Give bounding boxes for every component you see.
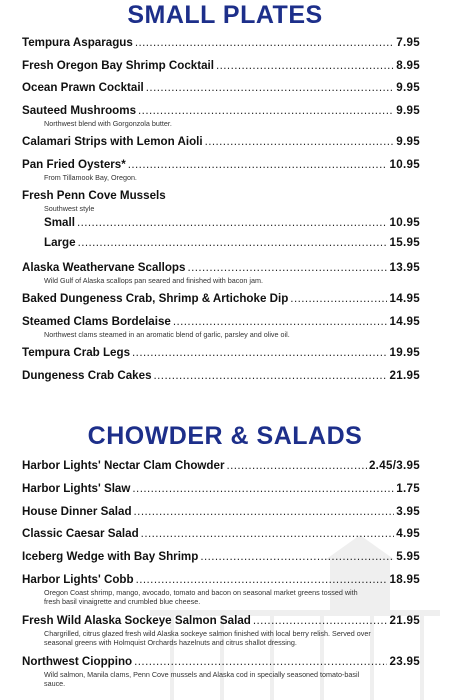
menu-item-row: [22, 80, 420, 96]
menu-item-price: 9.95: [396, 135, 420, 148]
dot-leader: [216, 58, 394, 74]
menu-item-row: [22, 345, 420, 361]
menu-item: [22, 572, 420, 606]
menu-item: [22, 481, 420, 497]
dot-leader: [78, 233, 388, 253]
menu-item: [22, 260, 420, 285]
menu-item-name: Harbor Lights' Slaw: [22, 481, 131, 495]
dot-leader: [141, 526, 395, 542]
menu-item-name: Fresh Penn Cove Mussels: [22, 189, 166, 202]
dot-leader: [173, 314, 388, 330]
size-option-row: [44, 233, 420, 253]
dot-leader: [290, 291, 387, 307]
dot-leader: [253, 613, 388, 629]
dot-leader: [226, 458, 366, 474]
menu-item-row: [22, 314, 420, 330]
menu-item-price: 18.95: [389, 572, 420, 586]
menu-item-name: Alaska Weathervane Scallops: [22, 260, 186, 274]
menu-item: [22, 526, 420, 542]
size-option-row: [44, 213, 420, 233]
menu-item-name: Baked Dungeness Crab, Shrimp & Artichoke Dip: [22, 292, 289, 305]
menu-item-name: Harbor Lights' Cobb: [22, 572, 134, 586]
menu-item: [22, 58, 420, 74]
dot-leader: [128, 157, 388, 173]
menu-item-name: Tempura Asparagus: [22, 36, 133, 49]
menu-item-price: 15.95: [389, 236, 420, 249]
menu-item: [22, 134, 420, 150]
dot-leader: [146, 80, 394, 96]
menu-item-price: 14.95: [389, 292, 420, 305]
chowder-salads-list: [22, 458, 420, 694]
menu-item-row: [22, 613, 420, 629]
menu-item-name: Classic Caesar Salad: [22, 527, 139, 541]
menu-item-price: 19.95: [389, 346, 420, 359]
dot-leader: [136, 572, 388, 588]
menu-item: [22, 157, 420, 182]
menu-item-row: [22, 103, 420, 119]
menu-item-price: 3.95: [396, 504, 420, 518]
menu-item-name: Small: [44, 216, 75, 229]
menu-item-price: 9.95: [396, 81, 420, 94]
menu-item-description: Southwest style: [44, 204, 95, 213]
dot-leader: [135, 35, 394, 51]
menu-item: [22, 613, 420, 647]
menu-item-name: Iceberg Wedge with Bay Shrimp: [22, 550, 199, 564]
menu-item-name: Dungeness Crab Cakes: [22, 368, 152, 382]
menu-item-row: [22, 260, 420, 276]
section-title-chowder-salads: CHOWDER & SALADS: [87, 422, 363, 450]
menu-item-row: [22, 368, 420, 384]
menu-item: [22, 458, 420, 474]
menu-item-row: [22, 157, 420, 173]
menu-item-row: [22, 504, 420, 520]
menu-item-name: Fresh Oregon Bay Shrimp Cocktail: [22, 58, 214, 72]
menu-item-price: 4.95: [396, 527, 420, 541]
dot-leader: [187, 260, 387, 276]
dot-leader: [77, 213, 388, 233]
menu-item: [22, 345, 420, 361]
menu-item-description: From Tillamook Bay, Oregon.: [44, 172, 137, 182]
menu-item-row: [22, 291, 420, 307]
menu-item-row: [22, 134, 420, 150]
menu-item-price: 21.95: [389, 368, 420, 382]
menu-item-row: [22, 526, 420, 542]
menu-item-price: 7.95: [396, 36, 420, 49]
menu-item-description: Wild Gulf of Alaska scallops pan seared and finished with bacon jam.: [44, 275, 263, 285]
menu-item-name: House Dinner Salad: [22, 504, 132, 518]
menu-item-price: 23.95: [389, 654, 420, 668]
menu-item-name: Tempura Crab Legs: [22, 346, 131, 359]
menu-item: [22, 654, 420, 688]
menu-item: [22, 291, 420, 307]
menu-item-row: [22, 481, 420, 497]
menu-item-name: Harbor Lights' Nectar Clam Chowder: [22, 459, 225, 472]
menu-item-description: Chargrilled, citrus glazed fresh wild Alaska sockeye salmon finished with local berry relish. Served over seasonal greens with Holmquist Orchards hazelnuts and citrus shallot dressing.: [44, 628, 371, 647]
menu-item-name: Large: [44, 236, 76, 249]
menu-item-row: [22, 458, 420, 474]
menu-item-description: Northwest blend with Gorgonzola butter.: [44, 118, 172, 128]
menu-item-description: Wild salmon, Manila clams, Penn Cove mussels and Alaska cod in specially seasoned tomato-basil sauce.: [44, 669, 360, 688]
menu-item: [22, 504, 420, 520]
dot-leader: [134, 504, 395, 520]
menu-item-row: [22, 35, 420, 51]
menu-item-row: [22, 654, 420, 670]
menu-item-name: Pan Fried Oysters*: [22, 157, 126, 171]
menu-item-price: 10.95: [389, 216, 420, 229]
menu-item: [22, 80, 420, 96]
menu-item-price: 14.95: [389, 314, 420, 328]
menu-item-price: 13.95: [389, 260, 420, 274]
menu-item-name: Sauteed Mushrooms: [22, 103, 137, 117]
dot-leader: [132, 481, 394, 497]
small-plates-list: [22, 35, 420, 390]
dot-leader: [154, 368, 388, 384]
menu-item-row: [22, 188, 420, 204]
menu-item-price: 8.95: [396, 58, 420, 72]
menu-item-name: Ocean Prawn Cocktail: [22, 81, 144, 94]
menu-item-name: Northwest Cioppino: [22, 654, 133, 668]
size-options: [44, 213, 420, 253]
menu-item: [22, 368, 420, 384]
menu-item-price: 9.95: [396, 103, 420, 117]
menu-item: [22, 549, 420, 565]
dot-leader: [134, 654, 387, 670]
menu-item-price: 21.95: [389, 613, 420, 627]
menu-item-description: Northwest clams steamed in an aromatic blend of garlic, parsley and olive oil.: [44, 329, 290, 339]
menu-item-row: [22, 549, 420, 565]
dot-leader: [205, 134, 395, 150]
menu-item-price: 2.45/3.95: [368, 459, 420, 472]
menu-item-row: [22, 572, 420, 588]
menu-item: [22, 314, 420, 339]
menu-item-price: 1.75: [396, 481, 420, 495]
menu-item: [22, 103, 420, 128]
dot-leader: [200, 549, 394, 565]
menu-item: [22, 35, 420, 51]
menu-item-description: Oregon Coast shrimp, mango, avocado, tomato and bacon on seasonal market greens tossed with fresh basil vinaigrette and crumbled blue cheese.: [44, 587, 358, 606]
menu-item-name: Fresh Wild Alaska Sockeye Salmon Salad: [22, 613, 251, 627]
menu-item-name: Steamed Clams Bordelaise: [22, 314, 171, 328]
menu-item-name: Calamari Strips with Lemon Aioli: [22, 135, 203, 148]
menu-item-row: [22, 58, 420, 74]
menu-item: [22, 188, 420, 253]
section-title-small-plates: SMALL PLATES: [127, 1, 323, 29]
menu-item-price: 10.95: [389, 157, 420, 171]
dot-leader: [138, 103, 394, 119]
menu-item-price: 5.95: [396, 550, 420, 564]
dot-leader: [132, 345, 387, 361]
